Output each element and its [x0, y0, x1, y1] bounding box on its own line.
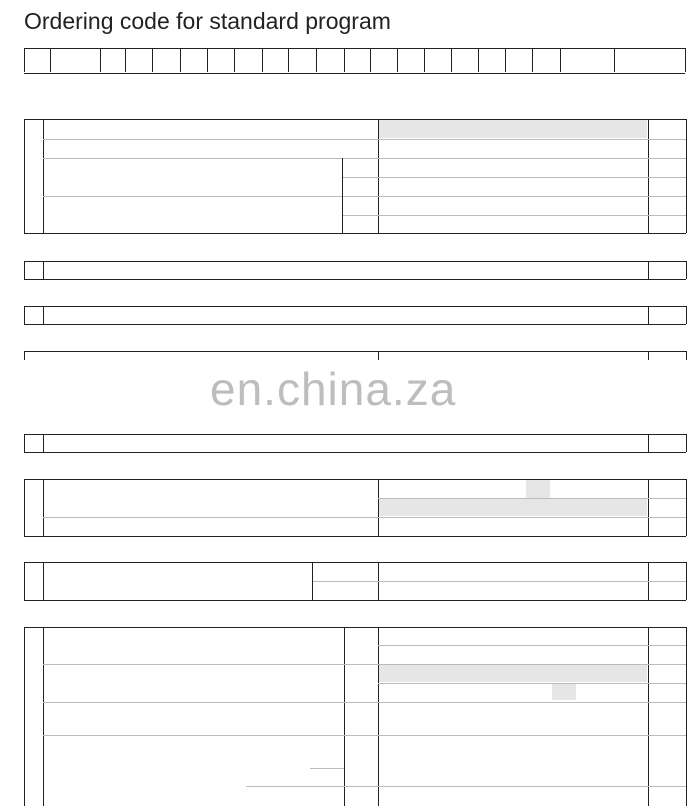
rule [648, 306, 649, 324]
rule [24, 233, 686, 234]
rule [378, 498, 686, 499]
rule [378, 351, 379, 360]
rule [378, 702, 686, 703]
rule [378, 683, 686, 684]
rule [342, 158, 343, 233]
rule [43, 479, 44, 536]
shade [379, 499, 647, 516]
code-box [100, 48, 125, 72]
shade [526, 480, 550, 498]
rule [686, 351, 687, 360]
rule [43, 627, 44, 806]
rule [24, 627, 686, 628]
rule [648, 261, 649, 279]
rule [343, 177, 378, 178]
rule [378, 177, 686, 178]
code-box-end [685, 48, 686, 72]
code-box [532, 48, 560, 72]
rule [310, 768, 344, 769]
rule [686, 434, 687, 452]
shade [379, 120, 647, 138]
rule [24, 434, 686, 435]
rule [43, 306, 44, 324]
rule [24, 306, 25, 324]
rule [24, 536, 686, 537]
code-box [560, 48, 614, 72]
code-box [370, 48, 397, 72]
rule [43, 702, 378, 703]
code-box [478, 48, 505, 72]
code-box [234, 48, 262, 72]
watermark: en.china.za [210, 363, 457, 415]
code-box [424, 48, 451, 72]
rule [24, 261, 25, 279]
code-box [344, 48, 370, 72]
shade [552, 683, 576, 700]
rule [378, 645, 686, 646]
rule [24, 324, 686, 325]
rule [24, 261, 686, 262]
rule [24, 434, 25, 452]
rule [343, 215, 378, 216]
code-box [614, 48, 686, 72]
page-title: Ordering code for standard program [24, 8, 391, 34]
code-box [288, 48, 316, 72]
rule [24, 306, 686, 307]
rule [686, 306, 687, 324]
rule [43, 158, 686, 159]
rule [246, 786, 378, 787]
rule [24, 479, 686, 480]
rule [378, 664, 686, 665]
rule [378, 735, 686, 736]
rule [24, 351, 686, 352]
rule [43, 119, 44, 233]
rule [686, 562, 687, 600]
rule [648, 479, 649, 536]
code-box [50, 48, 100, 72]
code-box [24, 48, 50, 72]
rule [686, 119, 687, 233]
code-box [397, 48, 424, 72]
rule [43, 196, 686, 197]
rule [648, 351, 649, 360]
rule [648, 627, 649, 806]
rule [24, 351, 25, 360]
rule [43, 261, 44, 279]
rule [24, 279, 686, 280]
rule [378, 627, 379, 806]
rule [648, 434, 649, 452]
rule [24, 562, 686, 563]
code-box [262, 48, 288, 72]
rule [312, 562, 313, 600]
rule [43, 434, 44, 452]
rule [43, 139, 686, 140]
rule [43, 517, 686, 518]
rule [686, 261, 687, 279]
rule [24, 479, 25, 536]
rule [378, 786, 686, 787]
rule [24, 119, 25, 233]
code-box [207, 48, 234, 72]
rule [378, 215, 686, 216]
code-box [152, 48, 180, 72]
rule [43, 664, 378, 665]
rule [344, 627, 345, 806]
code-box [451, 48, 478, 72]
rule [24, 452, 686, 453]
code-box [180, 48, 207, 72]
rule [686, 627, 687, 806]
rule [43, 562, 44, 600]
rule [686, 479, 687, 536]
shade [379, 665, 647, 682]
code-box [125, 48, 152, 72]
code-box [316, 48, 344, 72]
rule [43, 735, 378, 736]
rule [24, 562, 25, 600]
code-box [505, 48, 532, 72]
rule [24, 600, 686, 601]
rule [312, 581, 686, 582]
rule [24, 627, 25, 806]
